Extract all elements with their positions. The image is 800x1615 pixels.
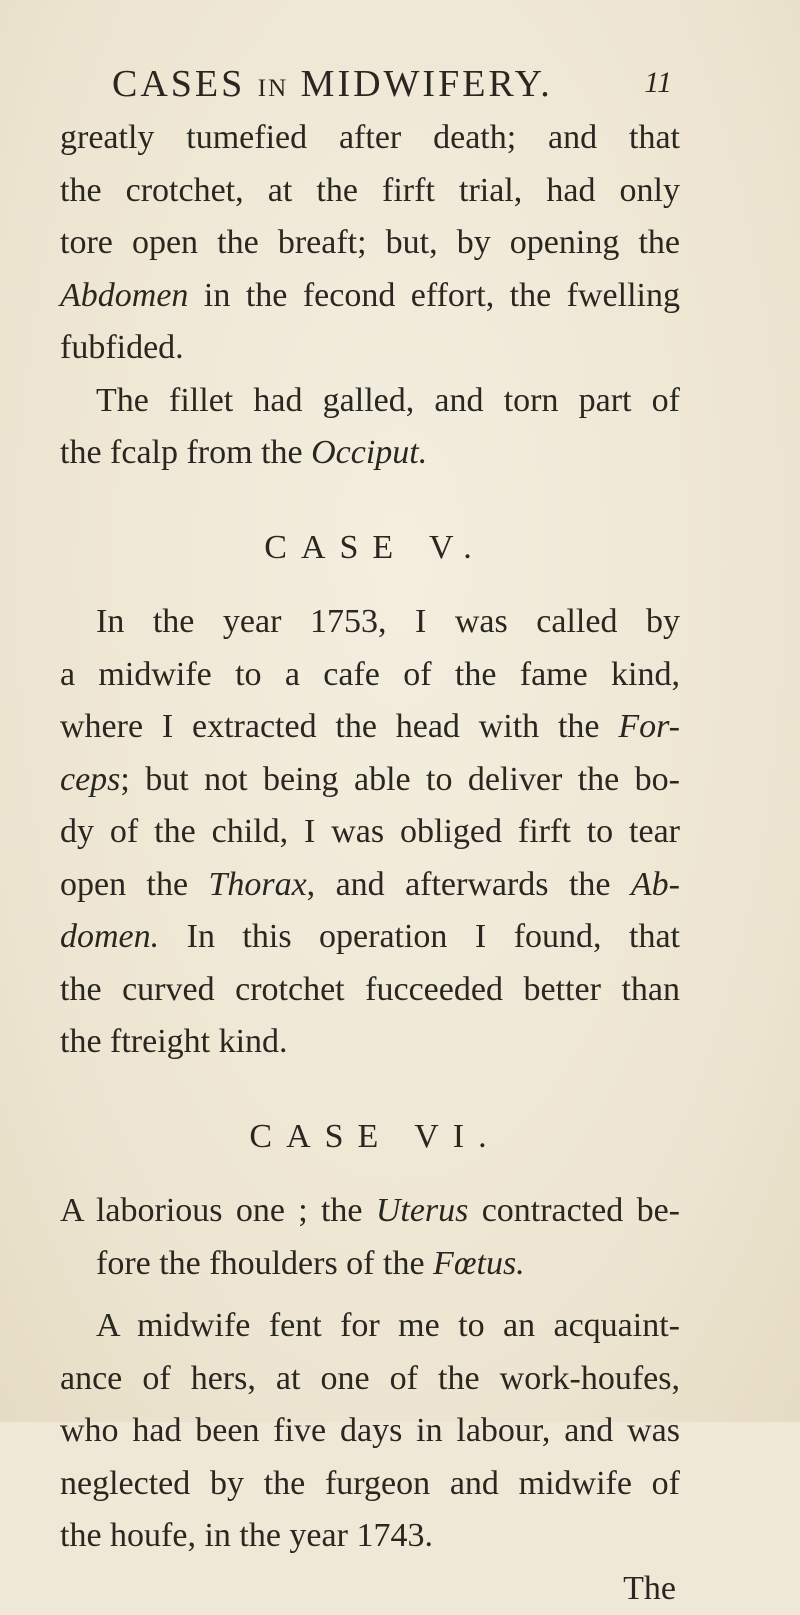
italic-term: Ab- (631, 866, 680, 903)
case-heading: CASE V. (60, 522, 680, 575)
text-line: the houfe, in the year 1743. (60, 1510, 680, 1563)
text-line: open the Thorax, and afterwards the Ab- (60, 859, 680, 912)
italic-term: Thorax (208, 866, 306, 903)
case-heading: CASE VI. (60, 1111, 680, 1164)
text-line: greatly tumefied after death; and that (60, 112, 680, 165)
text-line: where I extracted the head with the For- (60, 701, 680, 754)
text-line: Abdomen in the fecond effort, the fwelling (60, 270, 680, 323)
text-line: dy of the child, I was obliged firft to tear (60, 806, 680, 859)
italic-term: Uterus (376, 1192, 469, 1229)
italic-term: For- (618, 708, 680, 745)
running-header (112, 62, 672, 106)
text-line: ance of hers, at one of the work-houfes, (60, 1353, 680, 1406)
text-line: The fillet had galled, and torn part of (60, 375, 680, 428)
text-line: the ftreight kind. (60, 1016, 680, 1069)
header-title-in: IN (258, 75, 288, 102)
page-number: 11 (644, 66, 672, 100)
text-line: domen. In this operation I found, that (60, 911, 680, 964)
text-line: ceps; but not being able to deliver the bo- (60, 754, 680, 807)
italic-term: ceps (60, 761, 120, 798)
header-title-midwifery: MIDWIFERY. (301, 63, 553, 105)
case-summary-line: A laborious one ; the Uterus contracted be- (60, 1185, 680, 1238)
body-text (60, 112, 680, 1615)
italic-term: domen. (60, 918, 159, 955)
text-line: a midwife to a cafe of the fame kind, (60, 649, 680, 702)
catchword: The (60, 1563, 680, 1615)
italic-term: Abdomen (60, 277, 188, 314)
text-line: In the year 1753, I was called by (60, 596, 680, 649)
text-line: who had been five days in labour, and was (60, 1405, 680, 1458)
text-line: A midwife fent for me to an acquaint- (60, 1300, 680, 1353)
text-line: the crotchet, at the firft trial, had only (60, 165, 680, 218)
text-line: neglected by the furgeon and midwife of (60, 1458, 680, 1511)
text-line: the fcalp from the Occiput. (60, 427, 680, 480)
header-title-cases: CASES (112, 63, 245, 105)
text-line: tore open the breaft; but, by opening the (60, 217, 680, 270)
italic-term: Fœtus. (433, 1245, 525, 1282)
text-line: fubfided. (60, 322, 680, 375)
case-summary-line: fore the fhoulders of the Fœtus. (60, 1238, 680, 1291)
text-line: the curved crotchet fucceeded better than (60, 964, 680, 1017)
italic-term: Occiput. (311, 434, 427, 471)
